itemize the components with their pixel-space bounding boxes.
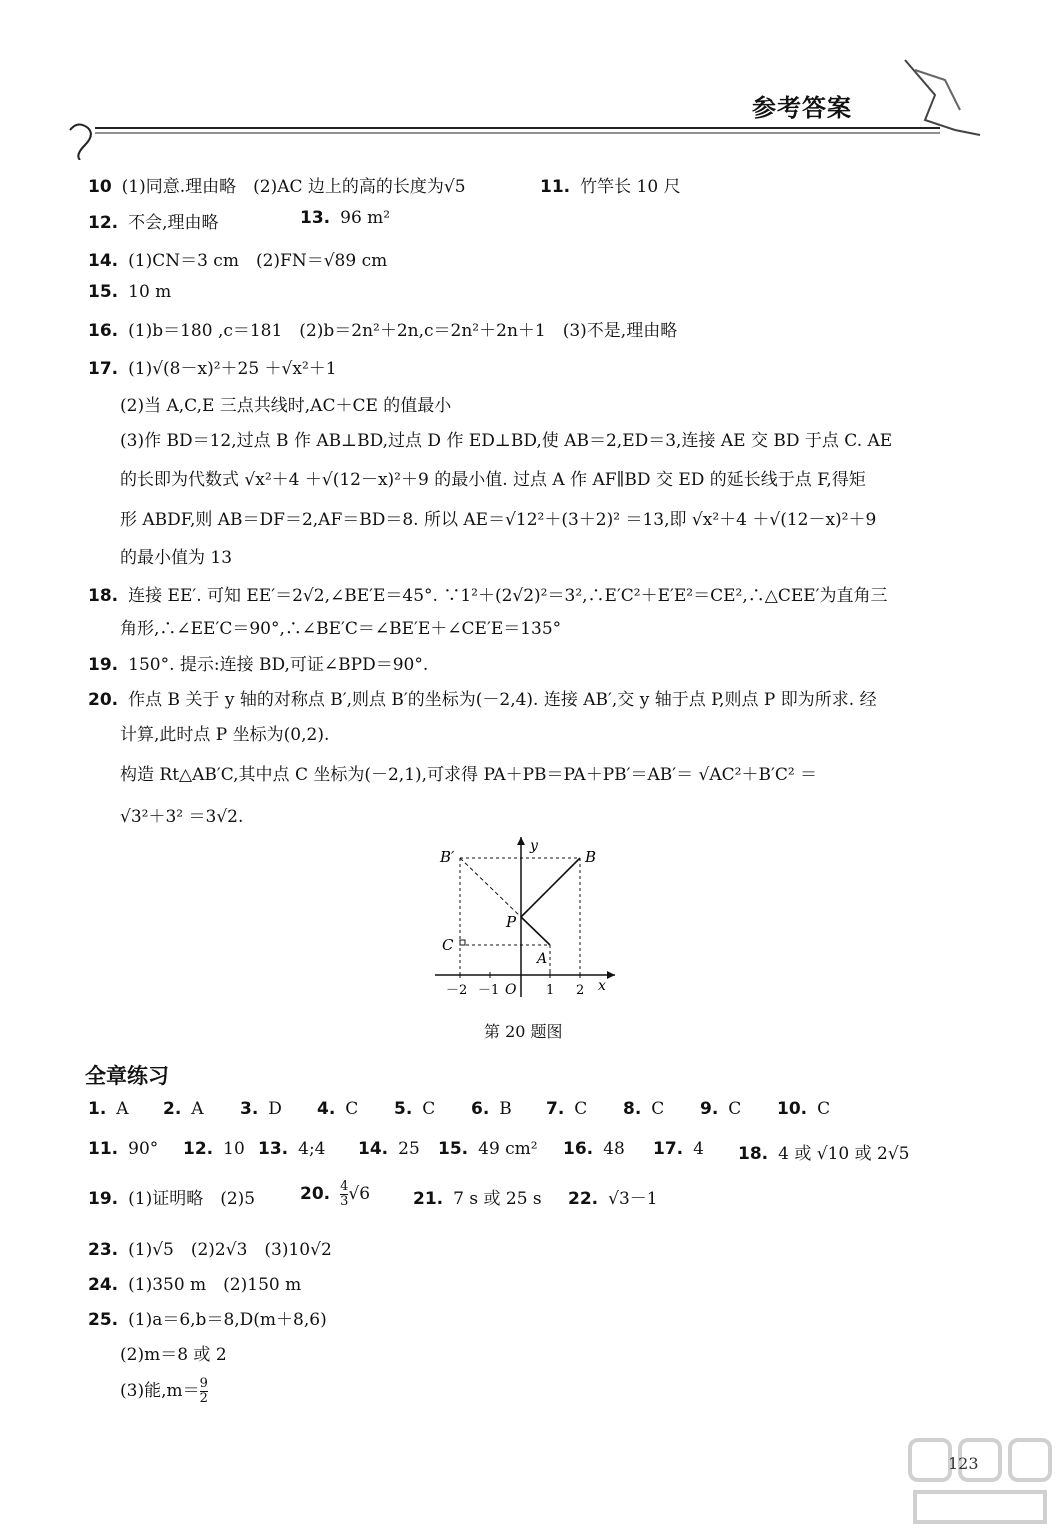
answer-line (88, 650, 428, 675)
mc-answer (240, 1099, 317, 1119)
mc-answer-value: B (499, 1099, 512, 1119)
mc-answer-value: 49 cm² (478, 1139, 538, 1159)
mc-answer (623, 1099, 700, 1119)
label-o: O (505, 982, 517, 998)
mc-number: 11. (88, 1139, 119, 1159)
answer-text: 150°. 提示:连接 BD,可证∠BPD＝90°. (128, 655, 429, 675)
mc-number: 8. (623, 1099, 642, 1119)
mc-answer-value: 4 (693, 1139, 704, 1159)
mc-answer-value: C (345, 1099, 359, 1119)
mc-number: 13. (258, 1139, 289, 1159)
answer-line (120, 465, 866, 490)
mc-answer-value: A (116, 1099, 129, 1119)
answer-text: 的长即为代数式 √x²＋4 ＋√(12－x)²＋9 的最小值. 过点 A 作 AF∥BD 交 ED 的延长线于点 F,得矩 (120, 470, 866, 490)
answer-line (120, 720, 329, 745)
answer-number: 18. (88, 586, 119, 606)
mc-answer (258, 1139, 358, 1164)
mc-answer-value: C (574, 1099, 588, 1119)
answer-text: (1)√5 (2)2√3 (3)10√2 (128, 1240, 332, 1260)
mc-answer (777, 1099, 857, 1119)
section-title: 全章练习 (85, 1064, 169, 1088)
header-title: 参考答案 (752, 94, 852, 122)
segment-bp (521, 858, 580, 917)
answer-line (88, 1184, 255, 1209)
answer-line (413, 1184, 542, 1209)
answer-line (120, 543, 232, 568)
answer-number: 16. (88, 321, 119, 341)
answer-text: 10 m (128, 282, 172, 302)
right-angle-mark (460, 940, 465, 945)
answer-text: 连接 EE′. 可知 EE′＝2√2,∠BE′E＝45°. ∵1²＋(2√2)²＝3²,∴E′C²＋E′E²＝CE²,∴△CEE′为直角三 (128, 586, 888, 606)
figure-20 (430, 832, 630, 1002)
answer-text: 角形,∴∠EE′C＝90°,∴∠BE′C＝∠BE′E＋∠CE′E＝135° (120, 619, 562, 639)
mc-answer-value: C (817, 1099, 831, 1119)
answer-number: 23. (88, 1240, 119, 1260)
mc-answer (471, 1099, 546, 1119)
answer-line (88, 1305, 327, 1330)
mc-number: 10. (777, 1099, 808, 1119)
answer-line (88, 172, 466, 197)
mc-answer (563, 1139, 653, 1164)
answer-number: 11. (540, 177, 571, 197)
mc-number: 7. (546, 1099, 565, 1119)
mc-number: 1. (88, 1099, 107, 1119)
numerator: 4 (340, 1179, 349, 1194)
mc-answer-value: C (422, 1099, 436, 1119)
numerator: 9 (199, 1376, 208, 1391)
tick-label: 1 (546, 983, 555, 998)
segment-pa (521, 917, 550, 945)
page-header (0, 0, 1061, 160)
answer-text: √3－1 (608, 1189, 658, 1209)
answer-text: 竹竿长 10 尺 (580, 177, 681, 197)
mc-row-2 (88, 1139, 1028, 1164)
answer-line (120, 391, 451, 416)
mc-answer-value: 48 (603, 1139, 625, 1159)
answer-line (120, 760, 817, 785)
answer-text: (1)350 m (2)150 m (128, 1275, 302, 1295)
answer-line (88, 354, 337, 379)
answer-number: 21. (413, 1189, 444, 1209)
label-p: P (506, 913, 517, 931)
mc-answer-value: 4 或 √10 或 2√5 (778, 1144, 910, 1164)
answer-text: √3²＋3² ＝3√2. (120, 807, 244, 827)
mc-number: 6. (471, 1099, 490, 1119)
mc-answer-value: C (728, 1099, 742, 1119)
answer-line (88, 581, 888, 606)
answer-number: 15. (88, 282, 119, 302)
denominator: 2 (199, 1391, 208, 1406)
answer-text: √6 (348, 1184, 371, 1204)
mc-answer (317, 1099, 394, 1119)
x-axis-arrow (607, 971, 615, 979)
answer-number: 14. (88, 251, 119, 271)
answer-number: 22. (568, 1189, 599, 1209)
label-b: B (585, 848, 597, 866)
mc-row-1 (88, 1099, 1028, 1119)
answer-line (120, 802, 243, 827)
mc-answer (88, 1099, 163, 1119)
mc-answer (358, 1139, 438, 1164)
mc-number: 4. (317, 1099, 336, 1119)
label-x: x (598, 978, 606, 994)
mc-number: 15. (438, 1139, 469, 1159)
answer-text: (1)√(8－x)²＋25 ＋√x²＋1 (128, 359, 337, 379)
tick-label: 2 (576, 983, 585, 998)
mc-answer-value: A (191, 1099, 204, 1119)
answer-text: 96 m² (340, 208, 391, 228)
mc-number: 9. (700, 1099, 719, 1119)
answer-number: 19. (88, 655, 119, 675)
mc-answer (394, 1099, 471, 1119)
answer-number: 25. (88, 1310, 119, 1330)
page-number: 123 (948, 1454, 979, 1473)
label-a: A (537, 951, 548, 967)
tick-label: －2 (446, 983, 468, 998)
mc-number: 5. (394, 1099, 413, 1119)
mc-number: 14. (358, 1139, 389, 1159)
answer-line (88, 208, 219, 233)
denominator: 3 (340, 1194, 349, 1209)
watermark-logo (905, 1430, 1055, 1530)
answer-line (88, 316, 677, 341)
mc-number: 18. (738, 1144, 769, 1164)
figure-caption: 第 20 题图 (484, 1022, 563, 1041)
mc-number: 16. (563, 1139, 594, 1159)
mc-answer (183, 1139, 258, 1164)
answer-line (120, 1340, 227, 1365)
answer-text: 形 ABDF,则 AB＝DF＝2,AF＝BD＝8. 所以 AE＝√12²＋(3＋2)² ＝13,即 √x²＋4 ＋√(12－x)²＋9 (120, 510, 877, 530)
answer-line (540, 172, 681, 197)
answer-line (120, 1376, 208, 1406)
answer-number: 20. (88, 690, 119, 710)
answer-line (568, 1184, 658, 1209)
answer-text: (1)b＝180 ,c＝181 (2)b＝2n²＋2n,c＝2n²＋2n＋1 (3)不是,理由略 (128, 321, 678, 341)
answer-text: (2)m＝8 或 2 (120, 1345, 227, 1365)
answer-line (120, 426, 892, 451)
answer-line (88, 246, 387, 271)
mc-answer (738, 1139, 968, 1164)
answer-text: 不会,理由略 (128, 213, 219, 233)
answer-text: (1)CN＝3 cm (2)FN＝√89 cm (128, 251, 388, 271)
answer-number: 12. (88, 213, 119, 233)
answer-text: 的最小值为 13 (120, 548, 233, 568)
mc-number: 2. (163, 1099, 182, 1119)
mc-number: 3. (240, 1099, 259, 1119)
mc-number: 12. (183, 1139, 214, 1159)
answer-text: (1)证明略 (2)5 (128, 1189, 256, 1209)
label-b-prime: B′ (440, 848, 455, 866)
answer-line (88, 282, 171, 302)
answer-text: 7 s 或 25 s (453, 1189, 542, 1209)
answer-number: 20. (300, 1184, 331, 1204)
answer-number: 24. (88, 1275, 119, 1295)
answer-text: (1)同意.理由略 (2)AC 边上的高的长度为√5 (121, 177, 466, 197)
answer-number: 10 (88, 177, 112, 197)
mc-answer (88, 1139, 183, 1164)
answer-number: 19. (88, 1189, 119, 1209)
answer-text: 构造 Rt△AB′C,其中点 C 坐标为(－2,1),可求得 PA＋PB＝PA＋PB′＝AB′＝ √AC²＋B′C² ＝ (120, 765, 818, 785)
mc-answer-value: 4;4 (298, 1139, 326, 1159)
answer-text: (3)能,m＝ (120, 1381, 200, 1401)
answer-number: 17. (88, 359, 119, 379)
answer-line (120, 505, 876, 530)
mc-answer (700, 1099, 777, 1119)
answer-text: (1)a＝6,b＝8,D(m＋8,6) (128, 1310, 327, 1330)
answer-line (300, 208, 390, 228)
mc-answer-value: D (268, 1099, 282, 1119)
header-decoration (0, 0, 1061, 160)
answer-text: (3)作 BD＝12,过点 B 作 AB⊥BD,过点 D 作 ED⊥BD,使 AB＝2,ED＝3,连接 AE 交 BD 于点 C. AE (120, 431, 893, 451)
answer-text: 计算,此时点 P 坐标为(0,2). (120, 725, 330, 745)
mc-answer-value: 10 (223, 1139, 245, 1159)
coordinate-diagram (430, 832, 630, 1002)
answer-text: 作点 B 关于 y 轴的对称点 B′,则点 B′的坐标为(－2,4). 连接 AB′,交 y 轴于点 P,则点 P 即为所求. 经 (128, 690, 877, 710)
mc-answer (438, 1139, 563, 1164)
answer-line (88, 1270, 301, 1295)
label-y: y (530, 838, 538, 854)
label-c: C (442, 936, 454, 954)
mc-number: 17. (653, 1139, 684, 1159)
mc-answer (653, 1139, 738, 1164)
mc-answer (546, 1099, 623, 1119)
mc-answer-value: 90° (128, 1139, 159, 1159)
answer-line (88, 1235, 332, 1260)
answer-text: (2)当 A,C,E 三点共线时,AC＋CE 的值最小 (120, 396, 452, 416)
answer-line (88, 685, 877, 710)
mc-answer (163, 1099, 240, 1119)
mc-answer-value: C (651, 1099, 665, 1119)
mc-answer-value: 25 (398, 1139, 420, 1159)
answer-number: 13. (300, 208, 331, 228)
y-axis-arrow (517, 837, 525, 845)
dashed-bprime-p (460, 858, 521, 917)
tick-label: －1 (478, 983, 500, 998)
answer-line (300, 1180, 370, 1209)
answer-line (120, 614, 561, 639)
fraction (200, 1377, 208, 1406)
